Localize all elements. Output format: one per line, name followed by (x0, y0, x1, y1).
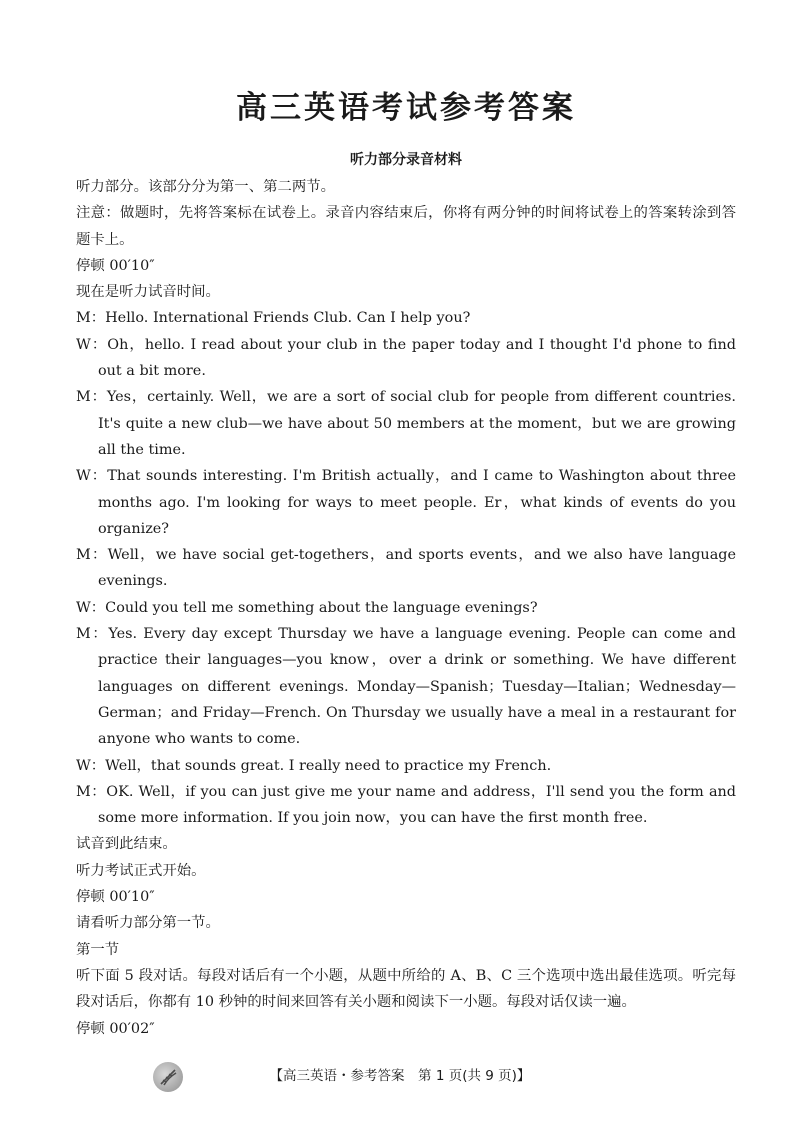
page-footer-text: 【高三英语・参考答案 第 1 页(共 9 页)】 (269, 1068, 531, 1084)
dialogue-turn: M：Hello. International Friends Club. Can I help you? (76, 310, 471, 327)
dialogue-turn: W：That sounds interesting. I'm British actually，and I came to Washington about three months ago. I'm looking for ways to meet people. Er，what kinds of events do you organize? (76, 468, 736, 537)
paragraph: 停顿 00′10″ (76, 257, 155, 274)
paragraph: 停顿 00′10″ (76, 889, 155, 906)
page-footer (0, 1062, 800, 1092)
dialogue-turn: M：OK. Well，if you can just give me your name and address，I'll send you the form and some more information. If you join now，you can have the first month free. (76, 783, 736, 827)
section-title: 听力部分录音材料 (350, 152, 462, 168)
paragraph: 停顿 00′02″ (76, 1020, 155, 1037)
dialogue-turn: M：Yes，certainly. Well，we are a sort of social club for people from different countries. It's quite a new club—we have about 50 members at the moment，but we are growing all the time. (76, 389, 736, 458)
paragraph: 注意：做题时，先将答案标在试卷上。录音内容结束后，你将有两分钟的时间将试卷上的答案转涂到答题卡上。 (76, 205, 736, 248)
paragraph: 听下面 5 段对话。每段对话后有一个小题，从题中所给的 A、B、C 三个选项中选出最佳选项。听完每段对话后，你都有 10 秒钟的时间来回答有关小题和阅读下一小题。每段对话仅读一遍。 (76, 967, 736, 1011)
dialogue-turn: W：Could you tell me something about the language evenings? (76, 599, 538, 616)
paragraph: 试音到此结束。 (76, 836, 177, 853)
paragraph: 现在是听力试音时间。 (76, 284, 220, 301)
dialogue-turn: M：Well，we have social get-togethers，and sports events，and we also have language evenings. (76, 547, 736, 590)
document-title: 高三英语考试参考答案 (236, 90, 576, 126)
dialogue-turn: W：Oh，hello. I read about your club in the paper today and I thought I'd phone to find out a bit more. (76, 336, 736, 380)
paragraph: 第一节 (76, 941, 120, 958)
paragraph: 听力考试正式开始。 (76, 862, 206, 879)
dialogue-turn: W：Well，that sounds great. I really need to practice my French. (76, 757, 552, 774)
paragraph: 请看听力部分第一节。 (76, 915, 220, 932)
paragraph: 听力部分。该部分分为第一、第二两节。 (76, 179, 336, 195)
document-body (76, 174, 736, 1042)
dialogue-turn: M：Yes. Every day except Thursday we have a language evening. People can come and practice their languages—you know，over a drink or something. We have different languages on different evenings. Monday—Spanish；Tuesday—Italian；Wednesday—German；and Friday—French. On Thursday we usually have a meal in a restaurant for anyone who wants to come. (76, 626, 736, 748)
